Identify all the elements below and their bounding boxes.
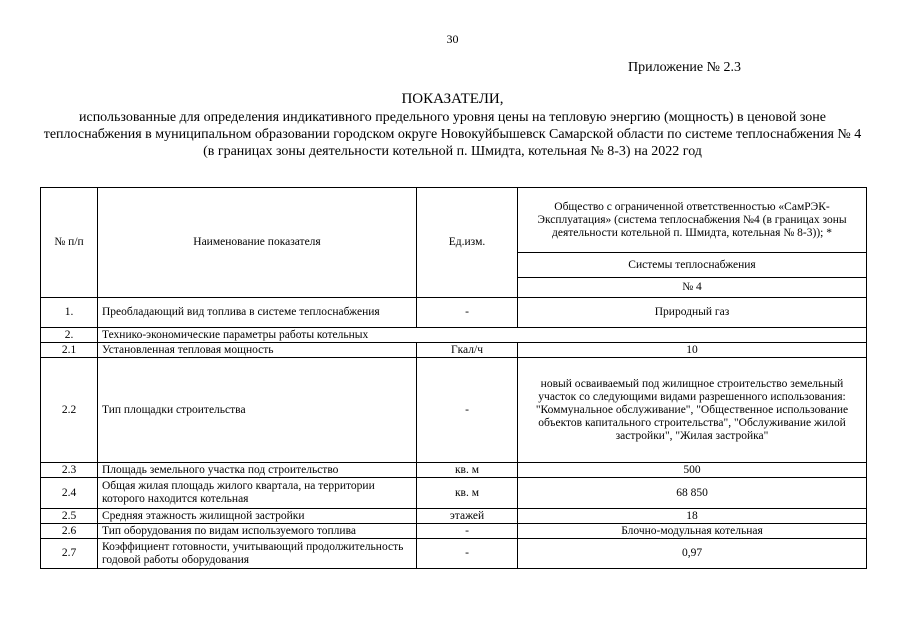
document-subtitle: использованные для определения индикативного предельного уровня цены на тепловую энергию (мощность) в ценовой зоне теплоснабжения в муниципальном образовании городском округе Новокуйбышевск Самарской области по системе теплоснабжения № 4 (в границах зоны деятельности котельной п. Шмидта, котельная № 8-3) на 2022 год [43,110,862,159]
table-row [41,509,867,524]
row-value: Природный газ [518,298,867,328]
row-unit: кв. м [417,478,518,509]
row-name: Средняя этажность жилищной застройки [98,509,417,524]
table-row [41,524,867,539]
table-row [41,328,867,343]
row-value: 0,97 [518,539,867,569]
row-num: 2.4 [41,478,98,509]
row-name: Установленная тепловая мощность [98,343,417,358]
table-row [41,298,867,328]
row-section-name: Технико-экономические параметры работы котельных [98,328,867,343]
table-row [41,463,867,478]
row-unit: - [417,358,518,463]
row-num: 2.3 [41,463,98,478]
row-unit: - [417,539,518,569]
row-name: Тип площадки строительства [98,358,417,463]
row-unit: кв. м [417,463,518,478]
table-header-row [41,188,867,253]
header-systems: Системы теплоснабжения [518,253,867,278]
row-name: Коэффициент готовности, учитывающий продолжительность годовой работы оборудования [98,539,417,569]
indicators-table [40,187,867,569]
row-unit: - [417,524,518,539]
row-num: 2.7 [41,539,98,569]
row-value: Блочно-модульная котельная [518,524,867,539]
row-num: 2.1 [41,343,98,358]
table-row [41,478,867,509]
row-value: новый осваиваемый под жилищное строительство земельный участок со следующими видами разрешенного использования: "Коммунальное обслуживание", "Общественное использование объектов капитального строительства", "Обслуживание жилой застройки", "Жилая застройка" [518,358,867,463]
table-row [41,343,867,358]
document-title: ПОКАЗАТЕЛИ, [401,91,504,107]
row-num: 1. [41,298,98,328]
row-value: 500 [518,463,867,478]
row-value: 68 850 [518,478,867,509]
row-name: Общая жилая площадь жилого квартала, на территории которого находится котельная [98,478,417,509]
appendix-label: Приложение № 2.3 [628,60,741,75]
row-unit: этажей [417,509,518,524]
row-value: 10 [518,343,867,358]
row-num: 2.2 [41,358,98,463]
row-unit: Гкал/ч [417,343,518,358]
row-num: 2.5 [41,509,98,524]
row-value: 18 [518,509,867,524]
header-name: Наименование показателя [98,188,417,298]
row-name: Преобладающий вид топлива в системе теплоснабжения [98,298,417,328]
row-unit: - [417,298,518,328]
table-row [41,539,867,569]
header-system-number: № 4 [518,278,867,298]
page-number: 30 [446,32,459,46]
header-unit: Ед.изм. [417,188,518,298]
row-num: 2.6 [41,524,98,539]
table-row [41,358,867,463]
header-num: № п/п [41,188,98,298]
row-name: Площадь земельного участка под строительство [98,463,417,478]
header-organization: Общество с ограниченной ответственностью «СамРЭК-Эксплуатация» (система теплоснабжения №4 (в границах зоны деятельности котельной п. Шмидта, котельная № 8-3)); * [518,188,867,253]
row-name: Тип оборудования по видам используемого топлива [98,524,417,539]
row-num: 2. [41,328,98,343]
